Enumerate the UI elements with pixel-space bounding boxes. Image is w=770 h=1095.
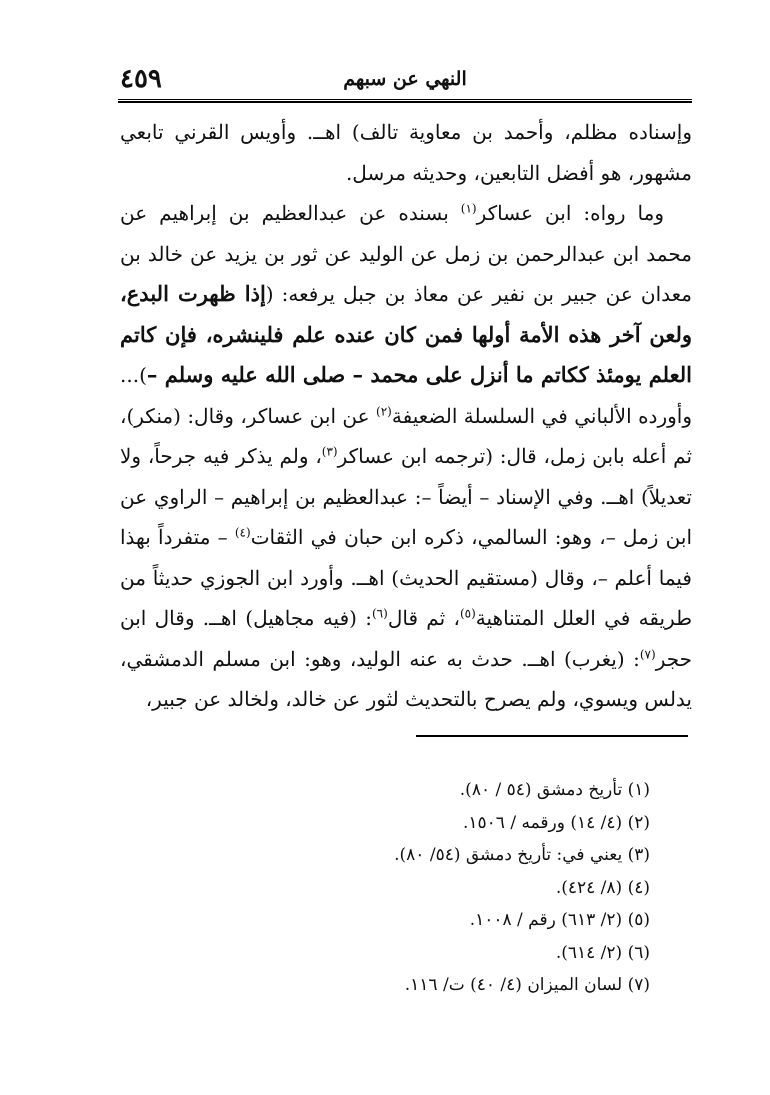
footnote-ref-4: (٤): [234, 525, 251, 540]
paragraph-1-line-1: وإسناده مظلم، وأحمد بن معاوية تالف) اهــ. وأويس القرني تابعي: [120, 120, 692, 144]
footnote-7: (٧) لسان الميزان (٤/ ٤٠) ت/ ١١٦.: [404, 975, 650, 995]
footnote-5: (٥) (٢/ ٦١٣) رقم / ١٠٠٨.: [469, 910, 650, 930]
footnote-ref-6: (٦): [371, 606, 388, 621]
footnotes: [250, 774, 650, 1002]
footnote-2: (٢) (٤/ ١٤) ورقمه / ١٥٠٦.: [463, 812, 650, 833]
text-run: ، ثم قال: [387, 606, 460, 630]
footnote-4: (٤) (٨/ ٤٢٤).: [555, 877, 650, 898]
footnote-3: (٣) يعني في: تأريخ دمشق (٥٤/ ٨٠).: [394, 845, 650, 865]
footnote-1: (١) تأريخ دمشق (٥٤ / ٨٠).: [459, 780, 650, 800]
text-run: بسنده عن عبدالعظيم بن إبراهيم عن محمد ابن عبدالرحمن بن زمل عن الوليد عن ثور بن يزيد عن خالد بن معدان عن جبير بن نفير عن معاذ بن جبل يرفعه: (: [120, 201, 692, 306]
footnote-ref-7: (٧): [639, 646, 656, 661]
footnote-ref-3: (٣): [321, 444, 338, 459]
text-run: ، ولم يذكر فيه جرحاً، ولا تعديلاً) اهــ. وفي الإسناد – أيضاً –: عبدالعظيم بن إبراهيم – الراوي عن ابن زمل –، وهو: السالمي، ذكره ابن حبان في الثقات: [120, 444, 693, 549]
footnote-divider: [416, 735, 688, 737]
paragraph-1-line-2: مشهور، هو أفضل التابعين، وحديثه مرسل.: [345, 160, 692, 185]
paragraph-1: [120, 112, 692, 193]
header-divider: [118, 99, 692, 103]
text-run: : (يغرب) اهــ. حدث به عنه الوليد، وهو: ابن مسلم الدمشقي، يدلس ويسوي، ولم يصرح بالتحديث لثور عن خالد، ولخالد عن جبير،: [120, 646, 692, 711]
running-title: النهي عن سبهم: [343, 68, 467, 90]
page-number: ٤٥٩: [120, 64, 162, 94]
main-text: [120, 112, 692, 720]
footnote-ref-2: (٢): [376, 403, 392, 418]
text-run: : (فيه مجاهيل) اهــ. وقال ابن حجر: [120, 606, 692, 671]
text-run: – متفرداً بهذا فيما أعلم –، وقال (مستقيم الحديث) اهــ. وأورد ابن الجوزي حديثاً من طريقه في العلل المتناهية: [120, 525, 693, 630]
text-run: وما رواه: ابن عساكر: [476, 201, 664, 225]
paragraph-2: [120, 193, 692, 720]
running-header: [118, 64, 692, 98]
text-run: )... وأورده الألباني في السلسلة الضعيفة: [120, 363, 692, 428]
footnote-ref-5: (٥): [459, 606, 476, 621]
footnote-ref-1: (١): [460, 201, 477, 216]
hadith-text: إذا ظهرت البدع، ولعن آخر هذه الأمة أولها فمن كان عنده علم فلينشره، فإن كاتم العلم يومئذ ككاتم ما أنزل على محمد – صلى الله عليه وسلم –: [120, 281, 692, 387]
text-run: عن ابن عساكر، وقال: (منكر)، ثم أعله بابن زمل، قال: (ترجمه ابن عساكر: [120, 403, 693, 468]
footnote-6: (٦) (٢/ ٦١٤).: [555, 942, 650, 963]
